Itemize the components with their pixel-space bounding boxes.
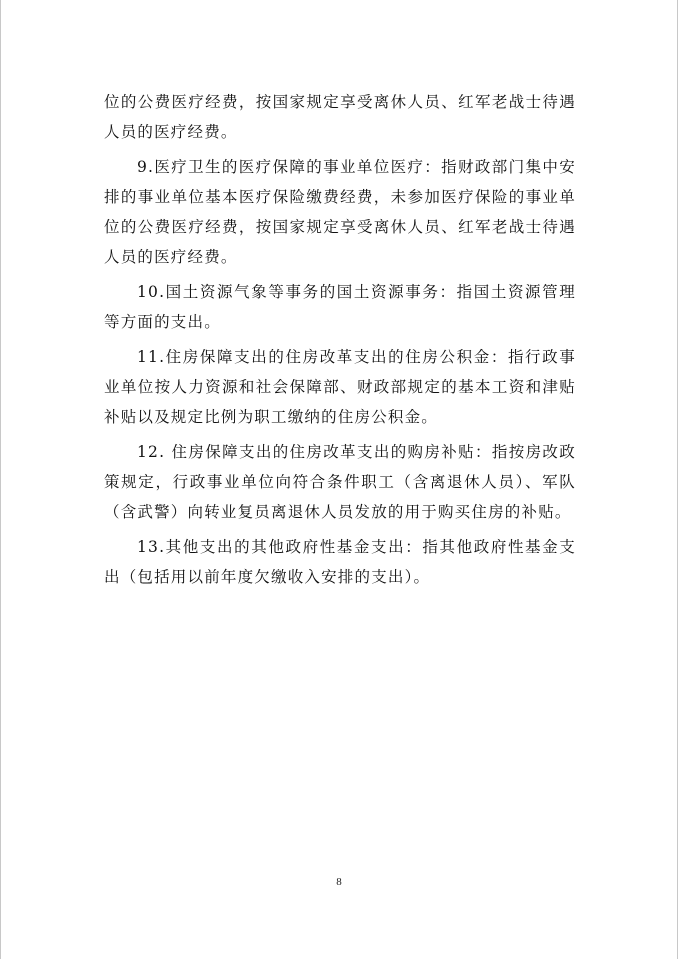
paragraph-item-10: 10.国土资源气象等事务的国土资源事务：指国土资源管理等方面的支出。 [104, 283, 576, 331]
paragraph-continuation: 位的公费医疗经费，按国家规定享受离休人员、红军老战士待遇人员的医疗经费。 [104, 93, 576, 141]
paragraph-item-13: 13.其他支出的其他政府性基金支出：指其他政府性基金支出（包括用以前年度欠缴收入安排的支出）。 [104, 538, 576, 586]
document-body [104, 87, 576, 597]
paragraph-item-11: 11.住房保障支出的住房改革支出的住房公积金：指行政事业单位按人力资源和社会保障部、财政部规定的基本工资和津贴补贴以及规定比例为职工缴纳的住房公积金。 [104, 348, 576, 426]
paragraph-item-9: 9.医疗卫生的医疗保障的事业单位医疗：指财政部门集中安排的事业单位基本医疗保险缴费经费，未参加医疗保险的事业单位的公费医疗经费，按国家规定享受离休人员、红军老战士待遇人员的医疗经费。 [104, 158, 576, 266]
paragraph-item-12: 12. 住房保障支出的住房改革支出的购房补贴：指按房改政策规定，行政事业单位向符合条件职工（含离退休人员）、军队（含武警）向转业复员离退休人员发放的用于购买住房的补贴。 [104, 443, 576, 521]
page-number: 8 [336, 876, 342, 888]
page-edge-left [0, 0, 1, 959]
